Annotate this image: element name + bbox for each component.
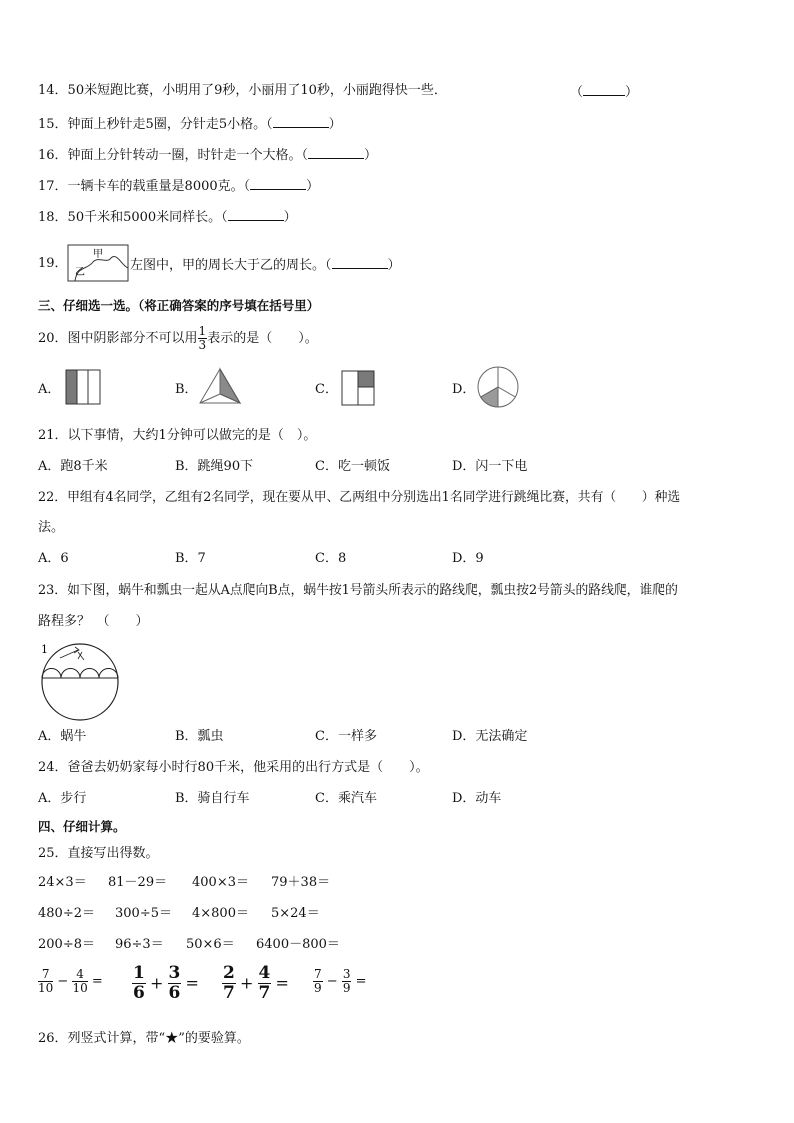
q20-option-d-label[interactable]: D． xyxy=(452,382,476,397)
paren-close: ） xyxy=(283,210,297,225)
fraction-calc-1 xyxy=(38,968,103,995)
question-16 xyxy=(38,145,377,165)
section-4-heading: 四、仔细计算。 xyxy=(38,819,126,834)
q20-option-a-figure xyxy=(65,369,101,405)
paren-close: ） xyxy=(306,179,320,194)
question-17 xyxy=(38,176,319,196)
equals: = xyxy=(91,974,103,990)
denominator: 7 xyxy=(223,982,235,1003)
question-26: 26．列竖式计算，带“★”的要验算。 xyxy=(38,1031,250,1046)
question-14-text: 14．50米短跑比赛，小明用了9秒，小丽用了10秒，小丽跑得快一些． xyxy=(38,83,447,98)
q21-option-d[interactable]: D．闪一下电 xyxy=(452,459,528,474)
question-23-line-1: 23．如下图，蜗牛和瓢虫一起从A点爬向B点，蜗牛按1号箭头所表示的路线爬，瓢虫按2号箭头的路线爬，谁爬的 xyxy=(38,583,678,598)
calc-item: 6400－800＝ xyxy=(256,937,340,952)
denominator: 7 xyxy=(258,982,271,1003)
question-19-number: 19． xyxy=(38,256,68,271)
denominator: 9 xyxy=(314,981,322,996)
operator: − xyxy=(326,974,338,990)
question-24: 24．爸爸去奶奶家每小时行80千米，他采用的出行方式是（ ）。 xyxy=(38,760,429,775)
paren-close: ） xyxy=(364,148,378,163)
answer-blank[interactable] xyxy=(250,176,306,190)
q22-option-a[interactable]: A．6 xyxy=(38,551,69,566)
q21-option-a[interactable]: A．跑8千米 xyxy=(38,459,108,474)
numerator: 7 xyxy=(38,968,53,982)
question-19 xyxy=(130,255,401,275)
calc-item: 4×800＝ xyxy=(192,906,249,921)
figure-label-yi: 乙 xyxy=(75,267,85,278)
q22-option-c[interactable]: C．8 xyxy=(315,551,347,566)
denominator: 3 xyxy=(198,338,207,353)
question-18 xyxy=(38,207,297,227)
numerator: 4 xyxy=(258,963,271,983)
fraction-one-third xyxy=(198,325,208,352)
question-19-text: 左图中，甲的周长大于乙的周长。（ xyxy=(130,258,332,273)
numerator: 1 xyxy=(198,324,207,338)
q22-option-d[interactable]: D．9 xyxy=(452,551,484,566)
question-22-line-1: 22．甲组有4名同学，乙组有2名同学，现在要从甲、乙两组中分别选出1名同学进行跳绳比赛，共有（ ）种选 xyxy=(38,490,681,505)
answer-blank[interactable] xyxy=(273,114,329,128)
operator: − xyxy=(57,974,69,990)
calc-item: 480÷2＝ xyxy=(38,906,95,921)
paren-close: ） xyxy=(387,258,401,273)
denominator: 10 xyxy=(72,981,88,996)
fraction-calc-3 xyxy=(222,964,289,1002)
fraction xyxy=(342,968,352,995)
operator: + xyxy=(239,973,254,993)
question-14-answer[interactable] xyxy=(570,82,638,102)
q20-option-a-label[interactable]: A． xyxy=(38,382,61,397)
fraction xyxy=(258,964,272,1002)
q20-option-b-figure xyxy=(199,368,241,405)
q23-option-a[interactable]: A．蜗牛 xyxy=(38,729,87,744)
fraction xyxy=(38,968,53,995)
denominator: 10 xyxy=(38,981,54,996)
question-23-line-2: 路程多？ （ ） xyxy=(38,614,149,629)
paren-close: ） xyxy=(625,85,639,100)
q24-option-b[interactable]: B．骑自行车 xyxy=(175,791,250,806)
paren-open: （ xyxy=(570,85,584,100)
question-25-title: 25．直接写出得数。 xyxy=(38,846,159,861)
question-20 xyxy=(38,325,318,352)
calc-item: 200÷8＝ xyxy=(38,937,95,952)
numerator: 3 xyxy=(342,967,351,981)
question-15 xyxy=(38,114,342,134)
question-18-text: 18．50千米和5000米同样长。（ xyxy=(38,210,228,225)
q23-option-d[interactable]: D．无法确定 xyxy=(452,729,528,744)
fraction xyxy=(132,964,146,1002)
calc-item: 79＋38＝ xyxy=(271,875,331,890)
answer-blank[interactable] xyxy=(583,82,625,96)
numerator: 4 xyxy=(72,968,87,982)
operator: + xyxy=(149,973,164,993)
calc-item: 50×6＝ xyxy=(186,937,235,952)
section-3-heading: 三、仔细选一选。（将正确答案的序号填在括号里） xyxy=(38,298,320,313)
q23-option-b[interactable]: B．瓢虫 xyxy=(175,729,224,744)
denominator: 6 xyxy=(168,982,181,1003)
numerator: 3 xyxy=(168,963,181,983)
fraction-calc-4 xyxy=(313,968,367,995)
fraction xyxy=(313,968,323,995)
question-15-text: 15．钟面上秒针走5圈，分针走5小格。（ xyxy=(38,117,273,132)
denominator: 6 xyxy=(133,982,145,1003)
numerator: 7 xyxy=(314,967,322,981)
equals: = xyxy=(275,973,289,993)
perimeter-figure xyxy=(67,244,129,282)
equals: = xyxy=(185,973,199,993)
answer-blank[interactable] xyxy=(228,207,284,221)
fraction-calc-2 xyxy=(132,964,199,1002)
calc-item: 96÷3＝ xyxy=(115,937,164,952)
denominator: 9 xyxy=(342,981,351,996)
fraction xyxy=(72,968,87,995)
q22-option-b[interactable]: B．7 xyxy=(175,551,206,566)
calc-item: 5×24＝ xyxy=(271,906,320,921)
question-16-text: 16．钟面上分针转动一圈，时针走一个大格。（ xyxy=(38,148,309,163)
figure-label-jia: 甲 xyxy=(93,249,103,260)
paren-close: ） xyxy=(328,117,342,132)
route-label-1: 1 xyxy=(41,643,48,656)
question-20-text-b: 表示的是（ ）。 xyxy=(207,331,318,347)
question-22-line-2: 法。 xyxy=(38,520,65,535)
calc-item: 400×3＝ xyxy=(192,875,249,890)
question-21: 21．以下事情，大约1分钟可以做完的是（ ）。 xyxy=(38,428,317,443)
q23-option-c[interactable]: C．一样多 xyxy=(315,729,377,744)
numerator: 1 xyxy=(133,963,145,983)
numerator: 2 xyxy=(223,963,235,983)
q20-option-b-label[interactable]: B． xyxy=(175,382,198,397)
fraction xyxy=(222,964,236,1002)
snail-ladybug-figure xyxy=(38,640,122,722)
q24-option-c[interactable]: C．乘汽车 xyxy=(315,791,377,806)
answer-blank[interactable] xyxy=(308,145,364,159)
answer-blank[interactable] xyxy=(332,255,388,269)
question-17-text: 17．一辆卡车的载重量是8000克。（ xyxy=(38,179,251,194)
question-14 xyxy=(38,82,447,100)
fraction xyxy=(168,964,182,1002)
q21-option-b[interactable]: B．跳绳90下 xyxy=(175,459,254,474)
calc-item: 24×3＝ xyxy=(38,875,87,890)
q20-option-c-label[interactable]: C． xyxy=(315,382,338,397)
q24-option-a[interactable]: A．步行 xyxy=(38,791,87,806)
calc-item: 81－29＝ xyxy=(108,875,168,890)
calc-item: 300÷5＝ xyxy=(115,906,172,921)
q20-option-c-figure xyxy=(341,370,375,406)
question-20-text-a: 20．图中阴影部分不可以用 xyxy=(38,331,198,347)
q20-option-d-figure xyxy=(477,366,519,408)
q21-option-c[interactable]: C．吃一顿饭 xyxy=(315,459,390,474)
equals: = xyxy=(355,974,367,990)
q24-option-d[interactable]: D．动车 xyxy=(452,791,502,806)
